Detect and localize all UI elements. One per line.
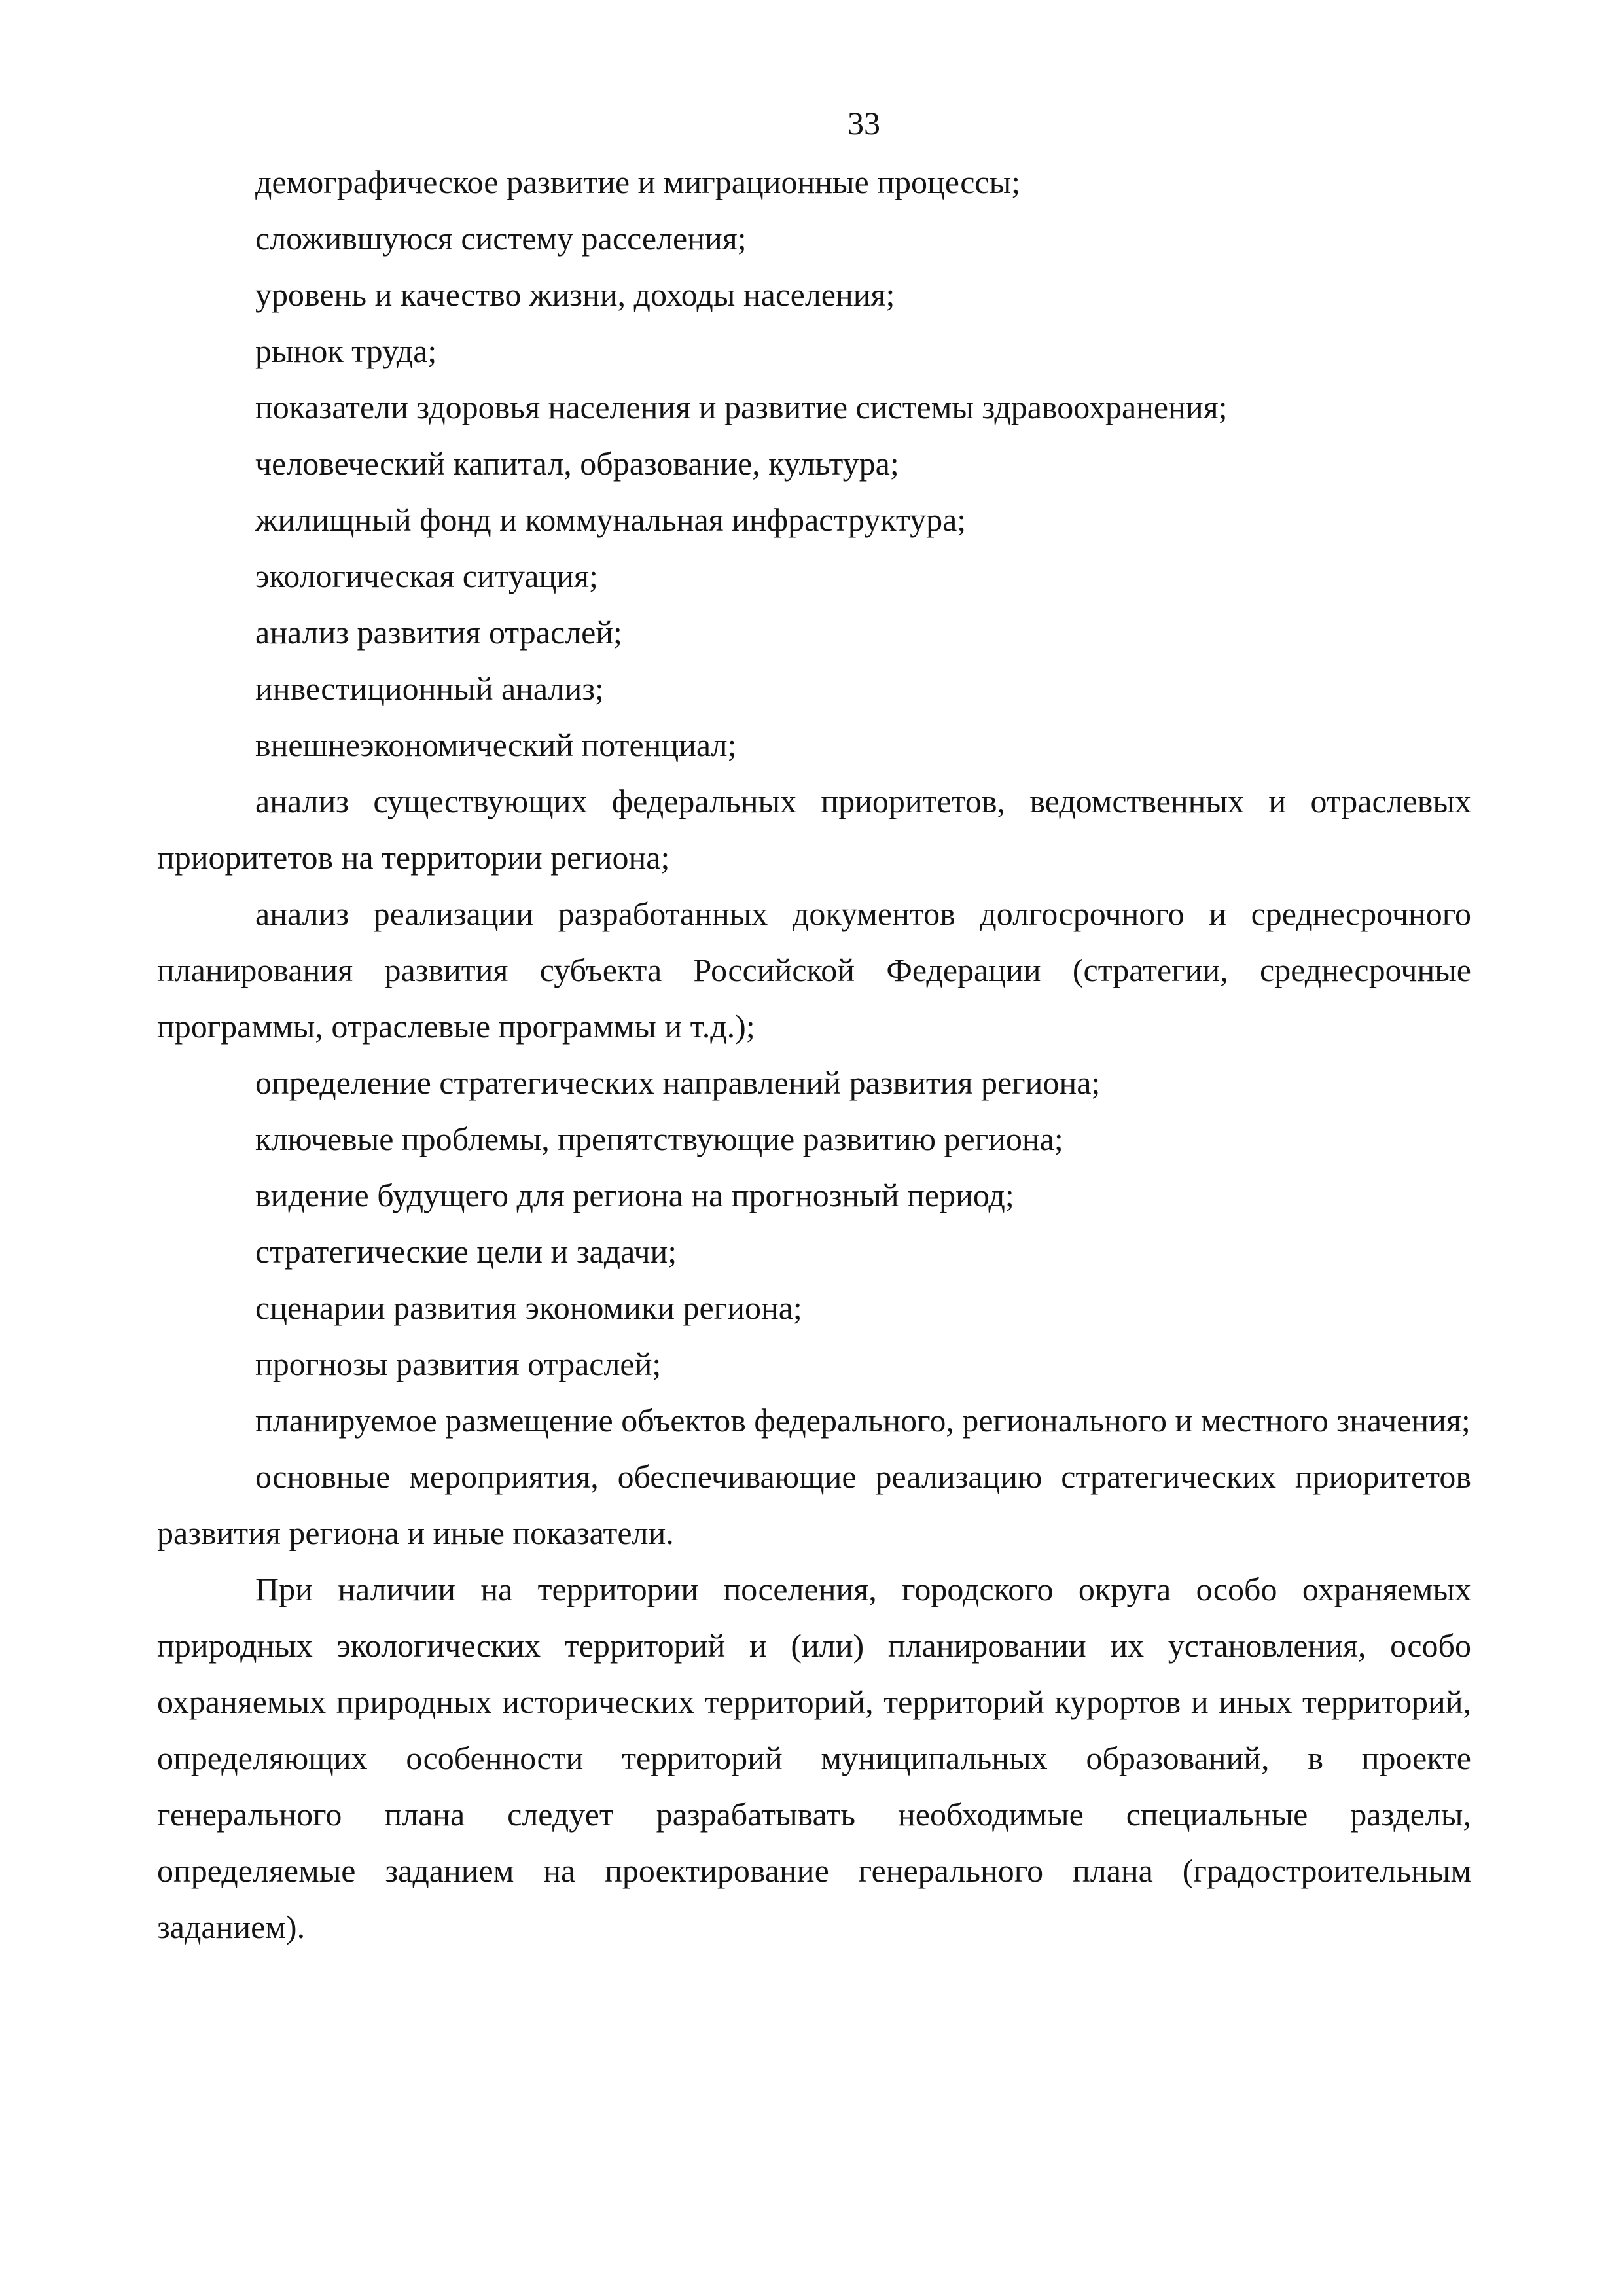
document-body <box>157 154 1471 1955</box>
paragraph-health-indicators: показатели здоровья населения и развитие системы здравоохранения; <box>255 389 1228 425</box>
paragraph-strategic-goals: стратегические цели и задачи; <box>255 1233 677 1270</box>
paragraph-key-problems: ключевые проблемы, препятствующие развитию региона; <box>255 1121 1063 1157</box>
paragraph-housing-infrastructure: жилищный фонд и коммунальная инфраструктура; <box>255 501 967 538</box>
paragraph-industry-forecasts: прогнозы развития отраслей; <box>255 1346 662 1382</box>
paragraph-foreign-economic-potential: внешнеэкономический потенциал; <box>255 726 737 763</box>
paragraph-economic-scenarios: сценарии развития экономики региона; <box>255 1289 802 1326</box>
paragraph-strategic-directions: определение стратегических направлений развития региона; <box>255 1064 1101 1101</box>
paragraph-main-measures: основные мероприятия, обеспечивающие реализацию стратегических приоритетов развития региона и иные показатели. <box>157 1458 1471 1551</box>
paragraph-ecological-situation: экологическая ситуация; <box>255 558 598 594</box>
paragraph-investment-analysis: инвестиционный анализ; <box>255 670 604 707</box>
paragraph-demographic-development: демографическое развитие и миграционные процессы; <box>255 164 1021 200</box>
paragraph-planning-documents: анализ реализации разработанных документов долгосрочного и среднесрочного планирования развития субъекта Российской Федерации (стратегии, среднесрочные программы, отраслевые программы и т.д.); <box>157 895 1471 1045</box>
paragraph-future-vision: видение будущего для региона на прогнозный период; <box>255 1177 1014 1213</box>
paragraph-federal-priorities: анализ существующих федеральных приоритетов, ведомственных и отраслевых приоритетов на территории региона; <box>157 783 1471 876</box>
page-number: 33 <box>847 105 880 141</box>
paragraph-human-capital: человеческий капитал, образование, культура; <box>255 445 899 482</box>
paragraph-settlement-system: сложившуюся систему расселения; <box>255 220 747 257</box>
paragraph-planned-facilities: планируемое размещение объектов федерального, регионального и местного значения; <box>255 1402 1471 1439</box>
paragraph-industry-analysis: анализ развития отраслей; <box>255 614 622 651</box>
paragraph-protected-territories: При наличии на территории поселения, городского округа особо охраняемых природных экологических территорий и (или) планировании их установления, особо охраняемых природных исторических территорий, территорий курортов и иных территорий, определяющих особенности территорий муниципальных образований, в проекте генерального плана следует разрабатывать необходимые специальные разделы, определяемые заданием на проектирование генерального плана (градостроительным заданием). <box>157 1571 1471 1945</box>
paragraph-labour-market: рынок труда; <box>255 332 437 369</box>
paragraph-living-standards: уровень и качество жизни, доходы населения; <box>255 276 895 313</box>
